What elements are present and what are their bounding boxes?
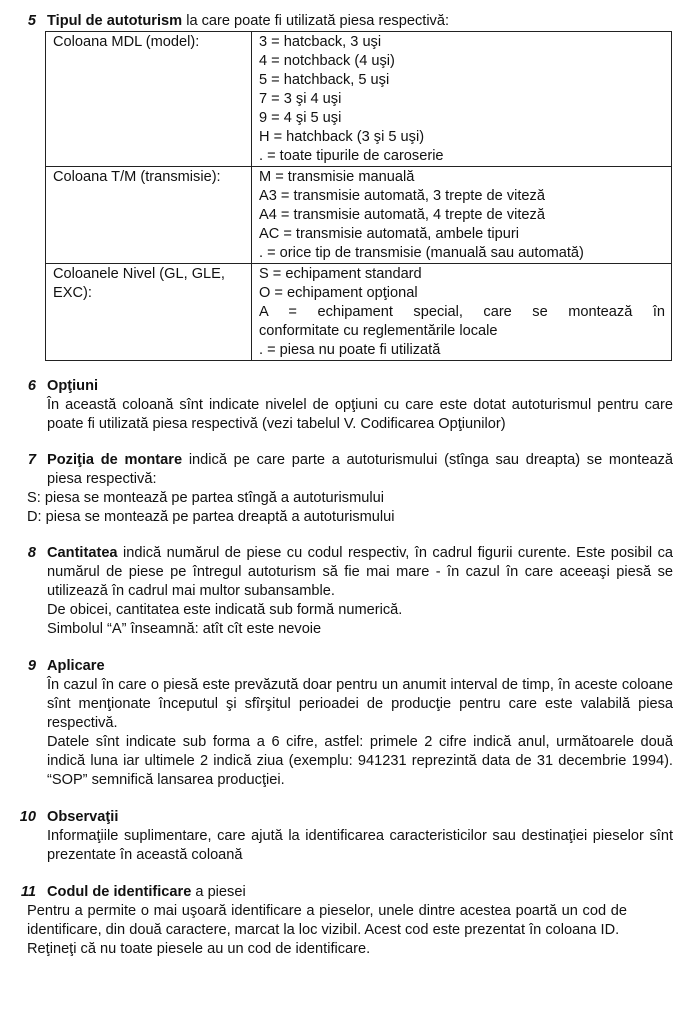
section-number: 6 (27, 378, 36, 394)
paragraph: Simbolul “A” înseamnă: atît cît este nevoie (47, 621, 322, 637)
code-line: 3 = hatcback, 3 uşi (259, 34, 382, 50)
section-title-rest: a piesei (191, 884, 246, 900)
code-line: 7 = 3 şi 4 uşi (259, 91, 342, 107)
paragraph: În cazul în care o piesă este prevăzută doar pentru un anumit interval de timp, în aceste coloane sînt menţionate începutul şi sfîrşitul perioadei de producţie pentru care este valabilă piesa respectivă. (47, 677, 673, 731)
section-number: 11 (20, 884, 36, 900)
paragraph: De obicei, cantitatea este indicată sub formă numerică. (47, 602, 403, 618)
section-5 (0, 12, 690, 31)
section-number: 9 (27, 658, 36, 674)
code-line: O = echipament opţional (259, 285, 418, 301)
code-line: A4 = transmisie automată, 4 trepte de viteză (259, 207, 545, 223)
code-line: S = echipament standard (259, 266, 422, 282)
section-title: Codul de identificare (47, 884, 192, 900)
section-text: indică numărul de piese cu codul respectiv, în cadrul figurii curente. Este posibil ca numărul de piese pe întregul autoturism să fie mai mare - în cazul în care aceeaşi piesă se utilizează în cadrul mai multor subansamble. (47, 545, 673, 599)
list-item: D: piesa se montează pe partea dreaptă a autoturismului (27, 509, 395, 525)
section-number: 5 (27, 13, 36, 29)
section-number: 7 (27, 452, 36, 468)
section-number: 10 (19, 809, 36, 825)
vehicle-type-table (45, 31, 672, 361)
table-row-values (252, 167, 672, 264)
code-line: conformitate cu reglementările locale (259, 323, 498, 339)
list-item: S: piesa se montează pe partea stîngă a autoturismului (27, 490, 384, 506)
code-line: M = transmisie manuală (259, 169, 415, 185)
table-row-values (252, 264, 672, 361)
table-row-label: Coloanele Nivel (GL, GLE, EXC): (46, 264, 252, 361)
section-9 (0, 657, 690, 790)
code-line: 9 = 4 şi 5 uşi (259, 110, 342, 126)
section-body: Informaţiile suplimentare, care ajută la identificarea caracteristicilor sau destinaţiei pieselor sînt prezentate în această coloană (47, 828, 673, 863)
section-title: Poziţia de montare (47, 452, 183, 468)
section-text: indică pe care parte a autoturismului (stînga sau dreapta) se montează piesa respectivă: (47, 452, 674, 487)
table-row (46, 167, 672, 264)
code-line: H = hatchback (3 şi 5 uşi) (259, 129, 425, 145)
section-body (47, 544, 673, 601)
code-line: 4 = notchback (4 uşi) (259, 53, 395, 69)
code-line: 5 = hatchback, 5 uşi (259, 72, 390, 88)
paragraph: Pentru a permite o mai uşoară identificare a pieselor, unele dintre acestea poartă un cod de identificare, din două caractere, marcat la loc vizibil. Acest cod este prezentat în coloana ID. (27, 903, 627, 938)
code-line: AC = transmisie automată, ambele tipuri (259, 226, 519, 242)
section-heading (47, 883, 690, 902)
section-heading (47, 12, 690, 31)
section-10 (0, 808, 690, 865)
table-row-values (252, 32, 672, 167)
paragraph: Reţineţi că nu toate piesele au un cod de identificare. (27, 941, 371, 957)
code-line: . = piesa nu poate fi utilizată (259, 342, 441, 358)
code-line: . = toate tipurile de caroserie (259, 148, 444, 164)
code-line: A3 = transmisie automată, 3 trepte de viteză (259, 188, 545, 204)
code-line: . = orice tip de transmisie (manuală sau automată) (259, 245, 584, 261)
section-6 (0, 377, 690, 434)
section-title: Cantitatea (47, 545, 118, 561)
section-11 (0, 883, 690, 959)
section-8 (0, 544, 690, 639)
code-line: A = echipament special, care se montează în (259, 304, 665, 320)
section-heading (47, 377, 690, 396)
section-body: În această coloană sînt indicate nivelel de opţiuni cu care este dotat autoturismul pentru care poate fi utilizată piesa respectivă (vezi tabelul V. Codificarea Opţiunilor) (47, 397, 673, 432)
table-row-label: Coloana MDL (model): (46, 32, 252, 167)
section-title: Tipul de autoturism (47, 13, 183, 29)
table-row-label: Coloana T/M (transmisie): (46, 167, 252, 264)
section-title-rest: la care poate fi utilizată piesa respectivă: (182, 13, 450, 29)
table-row (46, 264, 672, 361)
section-7 (0, 451, 690, 527)
section-number: 8 (27, 545, 36, 561)
section-heading (47, 808, 690, 827)
section-title: Aplicare (47, 658, 105, 674)
section-heading (47, 657, 690, 676)
section-title: Observaţii (47, 809, 119, 825)
paragraph: Datele sînt indicate sub forma a 6 cifre, astfel: primele 2 cifre indică anul, următoarele două indică luna iar ultimele 2 indică ziua (exemplu: 941231 reprezintă data de 31 decembrie 1994). “SOP” semnifică lansarea producţiei. (47, 734, 673, 788)
section-title: Opţiuni (47, 378, 99, 394)
table-row (46, 32, 672, 167)
section-body (47, 451, 673, 489)
